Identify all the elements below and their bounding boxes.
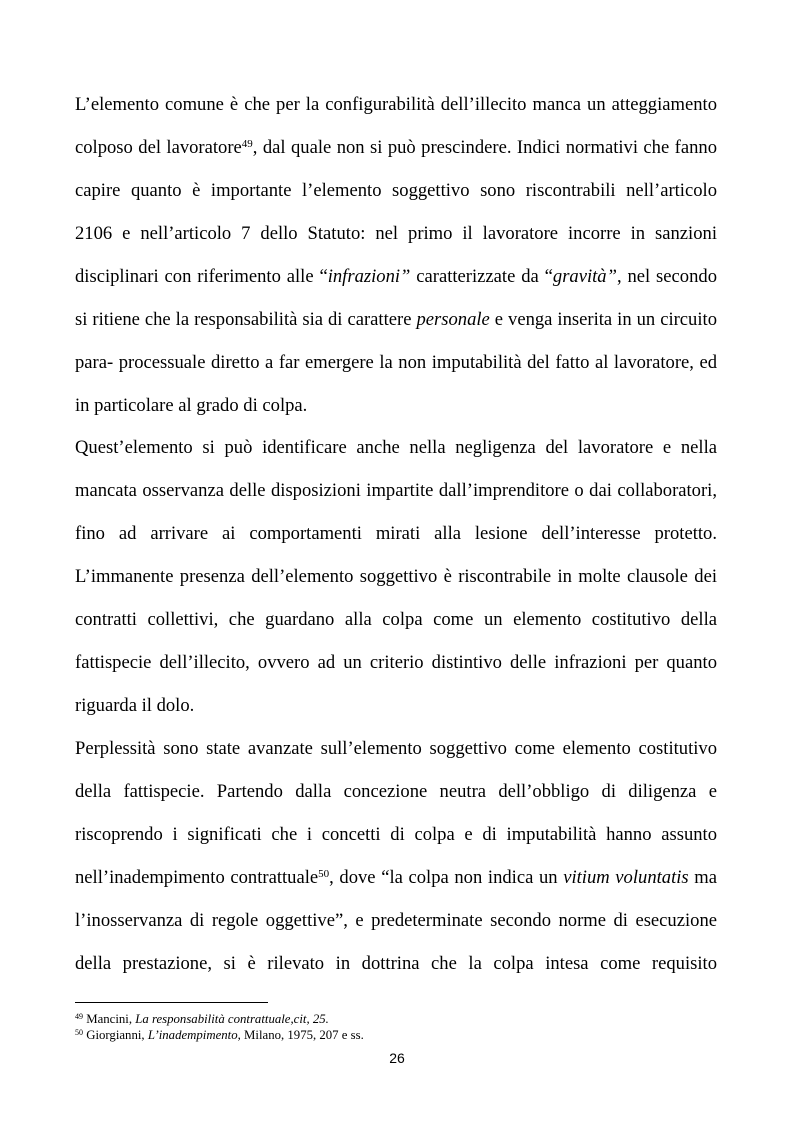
text-line: 2106 e nell’articolo 7 dello Statuto: nel primo il lavoratore incorre in sanzioni <box>75 223 717 244</box>
italic-text: vitium voluntatis <box>563 867 689 888</box>
page-number: 26 <box>389 1050 405 1066</box>
text-line: para- processuale diretto a far emergere la non imputabilità del fatto al lavoratore, ed <box>75 352 717 373</box>
footnote-ref: 50 <box>75 1028 83 1037</box>
text-line: L’immanente presenza dell’elemento soggettivo è riscontrabile in molte clausole dei <box>75 566 717 587</box>
footnote-49: $^{49}$ Mancini, La responsabilità contrattuale,cit, 25. <box>75 1012 329 1026</box>
text-line: L’elemento comune è che per la configurabilità dell’illecito manca un atteggiamento <box>75 94 717 115</box>
text-line: mancata osservanza delle disposizioni impartite dall’imprenditore o dai collaboratori, <box>75 480 717 501</box>
text-line: contratti collettivi, che guardano alla colpa come un elemento costitutivo della <box>75 609 717 630</box>
footnote-ref: 49 <box>75 1012 83 1021</box>
text-line: fino ad arrivare ai comportamenti mirati alla lesione dell’interesse protetto. <box>75 523 717 544</box>
footnote-50: $^{50}$ Giorgianni, L’inadempimento, Milano, 1975, 207 e ss. <box>75 1028 364 1042</box>
text-line: capire quanto è importante l’elemento soggettivo sono riscontrabili nell’articolo <box>75 180 717 201</box>
text-line: l’inosservanza di regole oggettive”, e predeterminate secondo norme di esecuzione <box>75 910 717 931</box>
footnote-ref: 49 <box>241 138 253 150</box>
text-line: riscoprendo i significati che i concetti di colpa e di imputabilità hanno assunto <box>75 824 717 845</box>
italic-text: La responsabilità contrattuale,cit, 25. <box>135 1012 329 1026</box>
text-line: riguarda il dolo. <box>75 695 195 716</box>
text-line: Perplessità sono state avanzate sull’elemento soggettivo come elemento costitutivo <box>75 738 717 759</box>
text-line: nell’inadempimento contrattuale$^{50}$, dove “la colpa non indica un vitium voluntatis ma <box>75 867 718 888</box>
text-line: della prestazione, si è rilevato in dottrina che la colpa intesa come requisito <box>75 953 717 974</box>
text-line: fattispecie dell’illecito, ovvero ad un criterio distintivo delle infrazioni per quanto <box>75 652 717 673</box>
text-line: Quest’elemento si può identificare anche nella negligenza del lavoratore e nella <box>75 437 717 458</box>
footnote-divider <box>75 1002 268 1003</box>
text-line: si ritiene che la responsabilità sia di carattere personale e venga inserita in un circuito <box>75 309 717 330</box>
italic-text: infrazioni” <box>327 266 411 287</box>
text-line: della fattispecie. Partendo dalla concezione neutra dell’obbligo di diligenza e <box>75 781 717 802</box>
italic-text: L’inadempimento, <box>147 1028 241 1042</box>
footnote-ref: 50 <box>318 868 330 880</box>
text-line: in particolare al grado di colpa. <box>75 395 308 416</box>
italic-text: personale <box>416 309 490 330</box>
text-line: colposo del lavoratore$^{49}$, dal quale non si può prescindere. Indici normativi che fanno <box>75 137 717 158</box>
text-line: disciplinari con riferimento alle “infrazioni” caratterizzate da “gravità”, nel secondo <box>75 266 717 287</box>
italic-text: gravità” <box>552 266 617 287</box>
